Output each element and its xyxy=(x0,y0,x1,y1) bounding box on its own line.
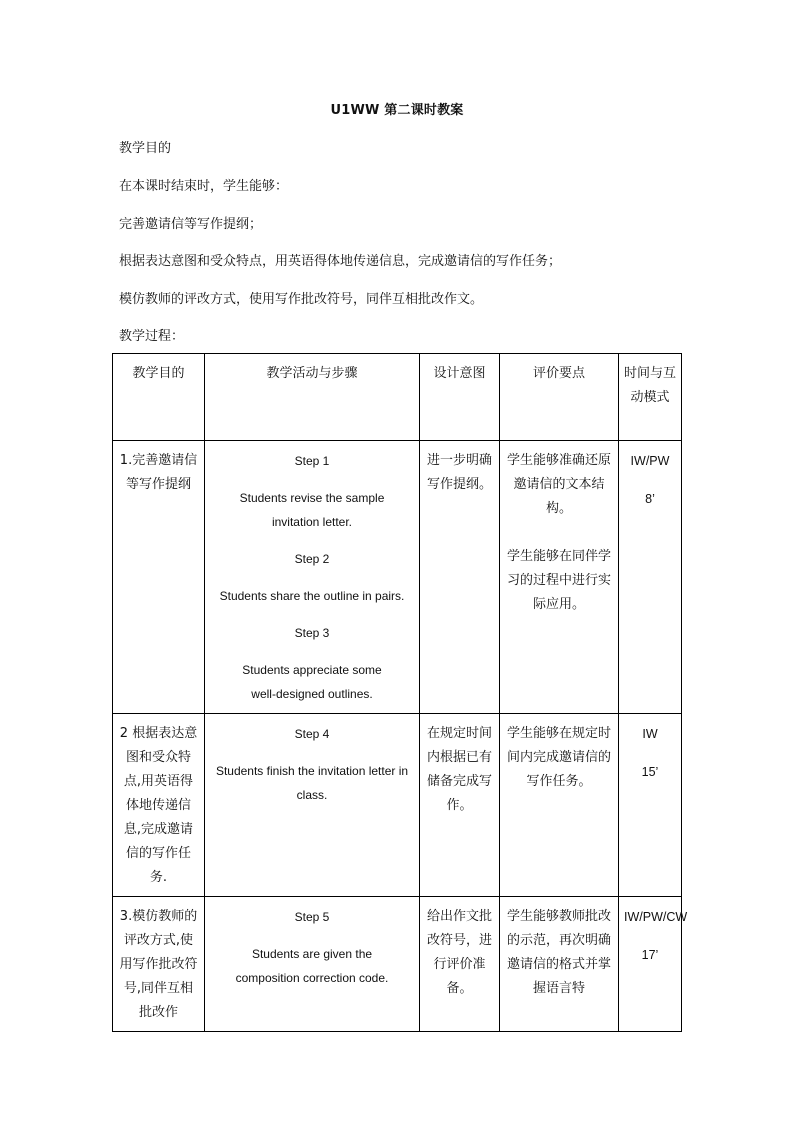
interaction-mode: IW/PW xyxy=(630,454,670,468)
section-heading-objectives: 教学目的 xyxy=(119,141,172,156)
evaluation-point: 学生能够教师批改的示范，再次明确邀请信的格式并掌握语言特 xyxy=(506,909,611,996)
step-text: Students share the outline in pairs. xyxy=(219,589,405,603)
evaluation-point: 学生能够在同伴学习的过程中进行实际应用。 xyxy=(506,549,611,612)
header-intent: 设计意图 xyxy=(420,354,500,441)
cell-evaluation xyxy=(500,441,619,714)
table-row xyxy=(113,714,682,897)
objective-item-3: 模仿教师的评改方式，使用写作批改符号，同伴互相批改作文。 xyxy=(119,292,484,307)
objective-item-1: 完善邀请信等写作提纲； xyxy=(119,217,263,232)
header-activities: 教学活动与步骤 xyxy=(205,354,420,441)
step-label: Step 4 xyxy=(294,727,330,741)
step-text: Students finish the invitation letter in class. xyxy=(215,764,409,802)
duration: 17’ xyxy=(641,948,659,962)
cell-goal: 1.完善邀请信等写作提纲 xyxy=(113,441,205,714)
cell-time-mode xyxy=(619,714,682,897)
header-goal: 教学目的 xyxy=(113,354,205,441)
cell-evaluation xyxy=(500,714,619,897)
step-text: Students appreciate some well-designed outlines. xyxy=(242,663,382,701)
interaction-mode: IW/PW/CW xyxy=(624,910,688,924)
cell-time-mode xyxy=(619,897,688,1032)
cell-time-mode xyxy=(619,441,682,714)
interaction-mode: IW xyxy=(642,727,658,741)
document-title: U1WW 第二课时教案 xyxy=(330,103,464,118)
cell-intent: 给出作文批改符号，进行评价准备。 xyxy=(420,897,500,1032)
cell-intent: 进一步明确写作提纲。 xyxy=(420,441,500,714)
step-label: Step 3 xyxy=(294,626,330,640)
header-time-mode: 时间与互动模式 xyxy=(619,354,682,441)
cell-activities xyxy=(205,897,420,1032)
cell-evaluation xyxy=(500,897,619,1032)
objective-intro: 在本课时结束时，学生能够： xyxy=(119,179,289,194)
section-heading-process: 教学过程： xyxy=(119,329,185,344)
cell-goal: 3.模仿教师的评改方式,使用写作批改符号,同伴互相批改作 xyxy=(113,897,205,1032)
evaluation-point: 学生能够在规定时间内完成邀请信的写作任务。 xyxy=(506,726,611,789)
step-label: Step 5 xyxy=(294,910,330,924)
cell-intent: 在规定时间内根据已有储备完成写作。 xyxy=(420,714,500,897)
step-text: Students are given the composition correction code. xyxy=(235,947,389,985)
evaluation-point: 学生能够准确还原邀请信的文本结构。 xyxy=(506,453,611,516)
duration: 15’ xyxy=(641,765,659,779)
cell-activities xyxy=(205,714,420,897)
cell-activities xyxy=(205,441,420,714)
table-row xyxy=(113,441,682,714)
header-evaluation: 评价要点 xyxy=(500,354,619,441)
step-label: Step 1 xyxy=(294,454,330,468)
table-header-row xyxy=(113,354,682,441)
cell-goal: 2 根据表达意图和受众特点,用英语得体地传递信息,完成邀请信的写作任务. xyxy=(113,714,205,897)
duration: 8’ xyxy=(645,492,655,506)
objective-item-2: 根据表达意图和受众特点，用英语得体地传递信息，完成邀请信的写作任务； xyxy=(119,254,562,269)
step-label: Step 2 xyxy=(294,552,330,566)
step-text: Students revise the sample invitation letter. xyxy=(239,491,385,529)
table-row xyxy=(113,897,682,1032)
teaching-process-table xyxy=(112,353,688,1032)
